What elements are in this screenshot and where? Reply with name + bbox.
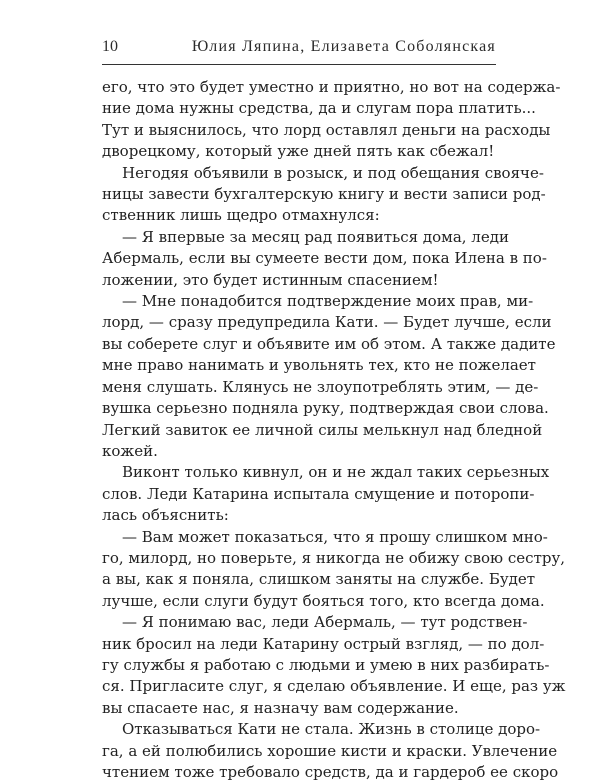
text-line: Отказываться Кати не стала. Жизнь в столице доро- <box>122 720 541 739</box>
text-line: Абермаль, если вы сумеете вести дом, пока Илена в по- <box>102 249 547 268</box>
body-text <box>102 77 566 783</box>
text-line: лорд, — сразу предупредила Кати. — Будет лучше, если <box>102 313 552 332</box>
text-line: кожей. <box>102 441 158 460</box>
text-line: слов. Леди Катарина испытала смущение и потoропи- <box>102 484 535 503</box>
running-header <box>102 38 496 56</box>
text-line: Легкий завиток ее личной силы мелькнул над бледной <box>102 420 543 439</box>
text-line: вы соберете слуг и объявите им об этом. А также дадите <box>102 334 556 353</box>
text-line: дворецкому, который уже дней пять как сбежал! <box>102 142 495 161</box>
text-line: вы спасаете нас, я назначу вам содержание. <box>102 698 459 717</box>
text-line: чтением тоже требовало средств, да и гардероб ее скоро <box>102 763 559 781</box>
text-line: Виконт только кивнул, он и не ждал таких серьезных <box>122 463 550 482</box>
text-line: лучше, если слуги будут бояться того, кто всегда дома. <box>102 591 545 610</box>
text-line: лась объяснить: <box>102 506 229 525</box>
text-line: ние дома нужны средства, да и слугам пора платить... <box>102 99 536 118</box>
text-line: — Мне понадобится подтверждение моих прав, ми- <box>122 292 534 311</box>
text-line: — Я впервые за месяц рад появиться дома, леди <box>122 227 509 246</box>
text-line: — Я понимаю вас, леди Абермаль, — тут родствен- <box>122 613 528 632</box>
text-line: вушка серьезно подняла руку, подтверждая свои слова. <box>102 399 549 418</box>
text-line: го, милорд, но поверьте, я никогда не обижу свою сестру, <box>102 548 566 567</box>
header-rule <box>102 64 496 65</box>
text-line: — Вам может показаться, что я прошу слишком мно- <box>122 527 548 546</box>
text-line: его, что это будет уместно и приятно, но вот на содержа- <box>102 78 561 96</box>
text-line: га, а ей полюбились хорошие кисти и краски. Увлечение <box>102 741 558 760</box>
text-line: ник бросил на леди Катарину острый взгляд, — по дол- <box>102 634 545 653</box>
text-line: ся. Пригласите слуг, я сделаю объявление. И еще, раз уж <box>102 677 566 696</box>
page-number: 10 <box>102 38 118 55</box>
running-title: Юлия Ляпина, Елизавета Соболянская <box>191 38 496 55</box>
text-line: ственник лишь щедро отмахнулся: <box>102 206 380 225</box>
text-line: ницы завести бухгалтерскую книгу и вести записи род- <box>102 185 546 204</box>
text-line: Тут и выяснилось, что лорд оставлял деньги на расходы <box>102 120 551 139</box>
text-line: гу службы я работаю с людьми и умею в них разбирать- <box>102 655 550 674</box>
text-line: Негодяя объявили в розыск, и под обещания своячe- <box>122 163 544 182</box>
text-line: ложении, это будет истинным спасением! <box>102 270 439 289</box>
text-line: а вы, как я поняла, слишком заняты на службе. Будет <box>102 570 536 589</box>
text-line: мне право нанимать и увольнять тех, кто не пожелает <box>102 356 536 375</box>
text-line: меня слушать. Клянусь не злоупотреблять этим, — де- <box>102 377 539 396</box>
